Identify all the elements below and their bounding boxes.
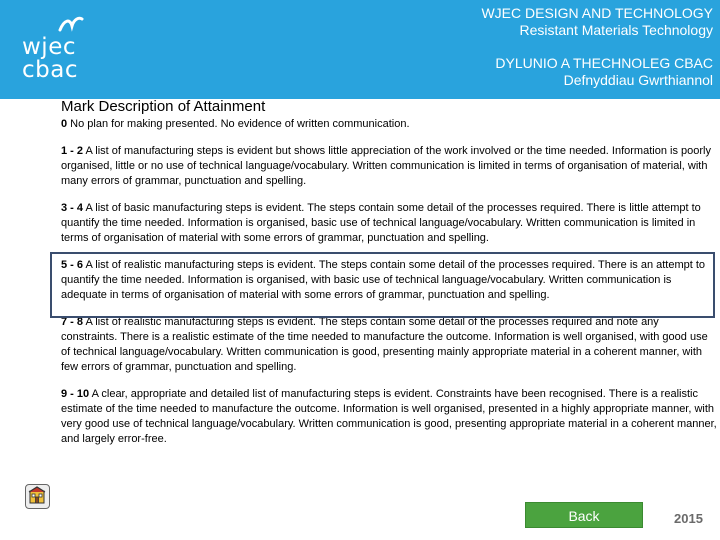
mark-band (61, 387, 717, 447)
english-heading-line1: WJEC DESIGN AND TECHNOLOGY (481, 5, 713, 21)
band-description: A list of realistic manufacturing steps is evident. The steps contain some detail of the processes required. There is an attempt to quantify the time needed. Information is organised, with basic use of technical language/vocabulary. Written communication is adequate in terms of organisation of material with some errors of grammar, punctuation and spelling. (61, 259, 706, 301)
band-description: A clear, appropriate and detailed list of manufacturing steps is evident. Constraints have been recognised. There is a realistic estimate of the time needed to manufacture the outcome. Information is well organised, presented in a highly appropriate manner, with very good use of technical language/vocabulary. Written communication is good, presenting appropriate material in a coherent manner, and largely error-free. (61, 388, 717, 445)
band-description: No plan for making presented. No evidence of written communication. (67, 118, 410, 130)
welsh-heading-line2: Defnyddiau Gwrthiannol (563, 72, 713, 88)
logo-swoosh-icon (58, 16, 84, 36)
mark-band (61, 315, 717, 375)
header-band (0, 0, 720, 99)
band-score: 3 - 4 (61, 202, 84, 214)
mark-band (61, 117, 717, 132)
band-description: A list of realistic manufacturing steps is evident. The steps contain some detail of the processes required and note any constraints. There is a realistic estimate of the time needed to manufacture the outcome. Information is well organised, with good use of technical language/vocabulary. Written communication is good, presenting mainly appropriate material in a coherent manner, with few errors of grammar, punctuation and spelling. (61, 316, 708, 373)
band-score: 7 - 8 (61, 316, 84, 328)
logo-text-top: wjec (22, 34, 76, 60)
band-score: 9 - 10 (61, 388, 90, 400)
mark-band (61, 201, 717, 246)
home-icon (26, 485, 48, 507)
band-description: A list of manufacturing steps is evident but shows little appreciation of the work involved or the time needed. Information is poorly organised, little or no use of technical language/vocabulary. Written communication is limited in terms of organisation of material, with many errors of grammar, punctuation and spelling. (61, 145, 711, 187)
band-score: 0 (61, 118, 68, 130)
highlight-box (50, 252, 715, 318)
band-score: 1 - 2 (61, 145, 84, 157)
welsh-heading (495, 55, 713, 89)
year-label: 2015 (674, 511, 703, 526)
logo-text-bottom: cbac (22, 57, 78, 83)
section-title: Mark Description of Attainment (61, 98, 266, 115)
mark-band (61, 144, 717, 189)
band-description: A list of basic manufacturing steps is evident. The steps contain some detail of the processes required. There is little attempt to quantify the time needed. Information is organised, basic use of technical language/vocabulary. Written communication is limited in terms of organisation of material with some errors of grammar, punctuation and spelling. (61, 202, 701, 244)
english-heading-line2: Resistant Materials Technology (519, 22, 713, 38)
home-button[interactable] (25, 484, 50, 509)
welsh-heading-line1: DYLUNIO A THECHNOLEG CBAC (495, 55, 713, 71)
band-score: 5 - 6 (61, 259, 84, 271)
english-heading (481, 5, 713, 39)
back-button[interactable]: Back (525, 502, 643, 528)
wjec-cbac-logo (22, 16, 92, 82)
